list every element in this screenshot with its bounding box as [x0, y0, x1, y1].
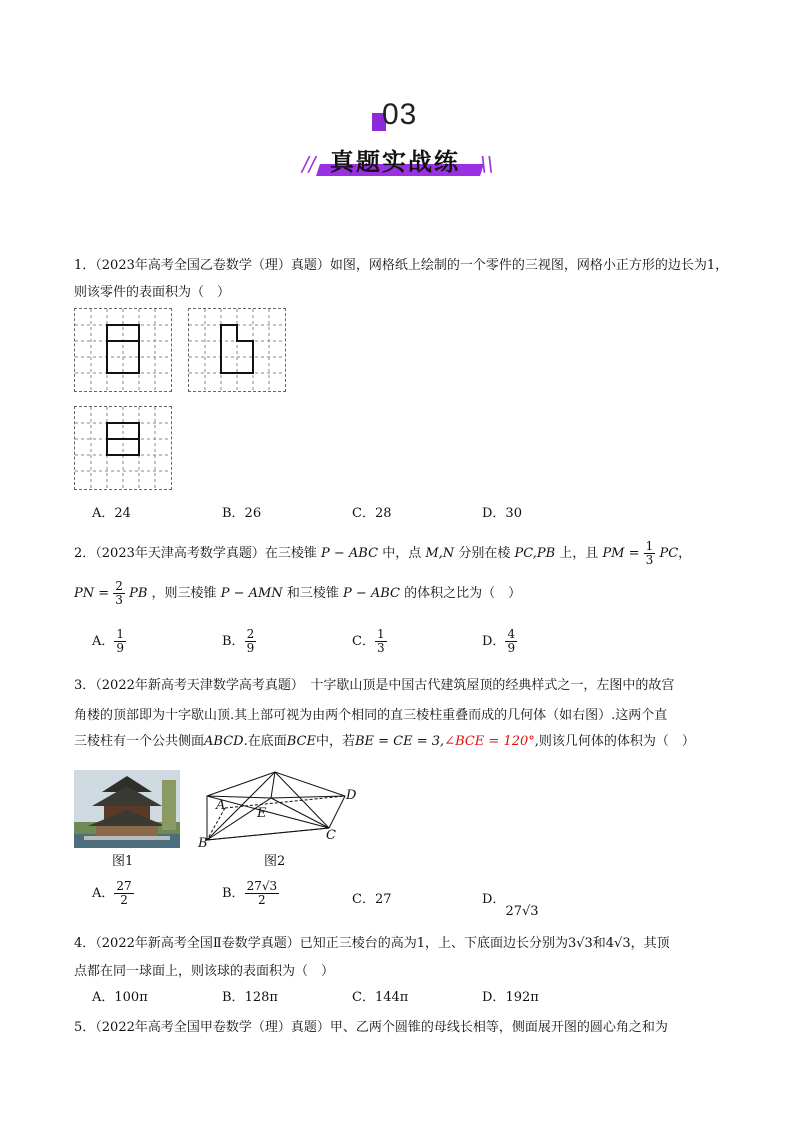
label-b: B — [198, 836, 208, 851]
option-d[interactable]: D． $\frac{4}{9}$ — [482, 627, 516, 655]
option-c[interactable]: C．27 — [352, 892, 392, 907]
pavilion-photo — [74, 770, 180, 848]
question-2-text-line2: PN = $\frac{2}{3}$ PB ，则三棱锥 P − AMN 和三棱锥 P − ABC 的体积之比为（ ） — [74, 579, 522, 607]
figure-1-caption: 图1 — [112, 854, 134, 869]
option-c[interactable]: C．28 — [352, 506, 392, 521]
angle-bce-highlight: ∠BCE = 120° — [444, 734, 535, 749]
right-slash-decoration: \\ — [480, 152, 494, 176]
label-d: D — [346, 788, 357, 803]
section-number — [372, 100, 432, 130]
section-number-text: 03 — [382, 98, 418, 131]
question-3-line1: 3．（2022年新高考天津数学高考真题） 十字歇山顶是中国古代建筑屋顶的经典样式之一，左图中的故宫 — [74, 678, 675, 693]
question-1-text: 1．（2023年高考全国乙卷数学（理）真题）如图，网格纸上绘制的一个零件的三视图，网格小正方形的边长为1，则该零件的表面积为（ ） — [74, 258, 729, 300]
option-a[interactable]: A．24 — [92, 506, 131, 521]
option-d[interactable]: D．192π — [482, 990, 539, 1005]
top-view-grid — [74, 406, 172, 490]
option-a[interactable]: A． $\frac{27}{2}$ — [92, 879, 132, 907]
label-c: C — [326, 828, 336, 843]
option-c[interactable]: C．144π — [352, 990, 409, 1005]
option-b[interactable]: B．26 — [222, 506, 262, 521]
left-slash-decoration: // — [302, 152, 316, 176]
front-view-grid — [74, 308, 172, 392]
option-b[interactable]: B．128π — [222, 990, 278, 1005]
option-d[interactable]: D．30 — [482, 506, 522, 521]
option-d[interactable]: D．27√3 — [482, 892, 539, 919]
fraction-pm: $\frac{1}{3}$ — [645, 539, 654, 567]
option-b[interactable]: B． $\frac{27√3}{2}$ — [222, 879, 278, 907]
option-a[interactable]: A．100π — [92, 990, 148, 1005]
question-4-options — [92, 986, 732, 1005]
question-4-line1: 4．（2022年新高考全国Ⅱ卷数学真题）已知正三棱台的高为1，上、下底面边长分别为3√3和4√3，其顶 — [74, 936, 670, 951]
figure-2-caption: 图2 — [264, 854, 286, 869]
question-1-options — [92, 502, 732, 521]
question-3-line3: 三棱柱有一个公共侧面ABCD.在底面BCE中，若BE = CE = 3,∠BCE = 120°,则该几何体的体积为（ ） — [74, 734, 695, 749]
section-title — [300, 140, 500, 180]
side-view-grid — [188, 308, 286, 392]
question-2-text: 2．（2023年天津高考数学真题）在三棱锥 P − ABC 中，点 M,N 分别在棱 PC,PB 上，且 PM = $\frac{1}{3}$ PC， — [74, 539, 692, 567]
label-a: A — [216, 798, 226, 813]
fraction-pn: $\frac{2}{3}$ — [115, 579, 123, 607]
tetrahedron-pabc: P − ABC — [321, 546, 379, 561]
option-b[interactable]: B． $\frac{2}{9}$ — [222, 627, 255, 655]
label-e: E — [257, 806, 267, 821]
option-c[interactable]: C． $\frac{1}{3}$ — [352, 627, 385, 655]
question-5-text: 5．（2022年高考全国甲卷数学（理）真题）甲、乙两个圆锥的母线长相等，侧面展开图的圆心角之和为 — [74, 1020, 668, 1035]
question-4-line2: 点都在同一球面上，则该球的表面积为（ ） — [74, 964, 335, 979]
question-3-options — [92, 879, 732, 919]
question-2-options — [92, 628, 732, 655]
question-3-line2: 角楼的顶部即为十字歇山顶.其上部可视为由两个相同的直三棱柱重叠而成的几何体（如右图）.这两个直 — [74, 708, 668, 723]
option-a[interactable]: A． $\frac{1}{9}$ — [92, 627, 125, 655]
section-title-text: 真题实战练 — [330, 148, 460, 176]
